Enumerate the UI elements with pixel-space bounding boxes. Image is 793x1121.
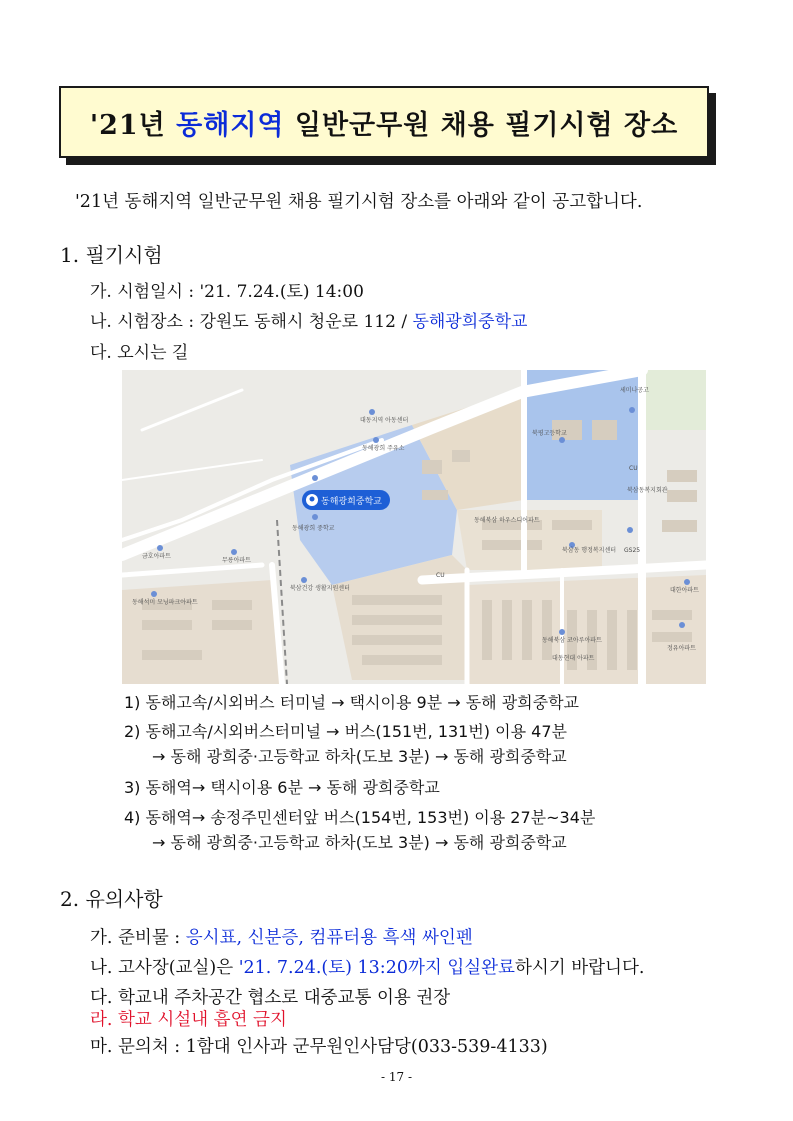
map-label-gs25: GS25 — [624, 547, 641, 554]
exam-place — [90, 307, 527, 332]
school-pin-label: 동해광희중학교 — [321, 497, 382, 507]
notice-item-c: 다. 학교내 주차공간 협소로 대중교통 이용 권장 — [90, 988, 451, 1008]
section1-heading: 1. 필기시험 — [60, 243, 163, 267]
notice-item-a-value: 응시표, 신분증, 컴퓨터용 흑색 싸인펜 — [185, 928, 473, 948]
map-label-cu2: CU — [436, 572, 445, 579]
location-map — [122, 370, 706, 684]
map-label-apartment: 동해북삼 하우스디어파트 — [474, 517, 540, 524]
map-label-gwanghee-school: 동해광희 중학교 — [292, 525, 335, 532]
map-label-bukam: 동해북삼 코아루아파트 — [542, 637, 602, 644]
page-number: - 17 - — [380, 1070, 412, 1084]
map-label-admin: 북삼동 행정복지센터 — [562, 547, 617, 554]
route-2: 2) 동해고속/시외버스터미널 → 버스(151번, 131번) 이용 47분 — [124, 722, 567, 741]
map-label-welfare: 북삼동복지회관 — [627, 487, 668, 494]
map-label-gas: 동해광희 주유소 — [362, 445, 405, 452]
route-2-continued: → 동해 광희중·고등학교 하차(도보 3분) → 동해 광희중학교 — [152, 747, 567, 766]
map-label-health: 북삼건강 생활지원센터 — [290, 585, 350, 592]
title-year: '21년 — [89, 109, 166, 141]
map-label-daehan: 대한아파트 — [670, 587, 699, 594]
notice-item-d: 라. 학교 시설내 흡연 금지 — [90, 1010, 287, 1030]
section2-heading: 2. 유의사항 — [60, 887, 163, 911]
notice-item-b-suffix: 하시기 바랍니다. — [514, 958, 645, 978]
map-label-cu1: CU — [629, 465, 638, 472]
title-rest: 일반군무원 채용 필기시험 장소 — [294, 109, 679, 141]
map-label-seminar: 세미나공고 — [620, 387, 649, 394]
notice-item-b — [90, 954, 644, 979]
map-label-daedong: 대동지역 아동센터 — [360, 417, 409, 424]
route-4-continued: → 동해 광희중·고등학교 하차(도보 3분) → 동해 광희중학교 — [152, 833, 567, 852]
map-label-mona: 동해석미 모닝파크아파트 — [132, 599, 198, 606]
route-1: 1) 동해고속/시외버스 터미널 → 택시이용 9분 → 동해 광희중학교 — [124, 693, 579, 712]
notice-item-b-value: '21. 7.24.(토) 13:20까지 입실완료 — [238, 958, 515, 978]
map-label-bukpyeong-high: 북평고등학교 — [532, 430, 567, 437]
school-pin — [302, 490, 390, 510]
map-label-jeong: 정유아파트 — [667, 645, 696, 652]
map-label-geumho: 금호아파트 — [142, 553, 171, 560]
notice-item-a-label: 가. 준비물 : — [90, 928, 186, 948]
route-3: 3) 동해역→ 택시이용 6분 → 동해 광희중학교 — [124, 778, 440, 797]
green-area — [642, 370, 706, 430]
residential-zone-5 — [122, 580, 282, 684]
directions-heading: 다. 오시는 길 — [90, 343, 189, 363]
exam-place-address: 나. 시험장소 : 강원도 동해시 청운로 112 / — [90, 312, 413, 332]
map-label-mugung: 무릉아파트 — [222, 557, 251, 564]
intro-text: '21년 동해지역 일반군무원 채용 필기시험 장소를 아래와 같이 공고합니다. — [75, 192, 643, 212]
title-region: 동해지역 — [176, 109, 285, 141]
notice-item-e: 마. 문의처 : 1함대 인사과 군무원인사담당(033-539-4133) — [90, 1037, 548, 1057]
exam-date: 가. 시험일시 : '21. 7.24.(토) 14:00 — [90, 282, 364, 302]
map-label-daedong-apt: 대동현대 아파트 — [552, 655, 595, 662]
notice-item-a — [90, 924, 473, 949]
page-title — [59, 86, 709, 158]
exam-place-school: 동해광희중학교 — [412, 312, 528, 332]
notice-item-b-label: 나. 고사장(교실)은 — [90, 958, 239, 978]
route-4: 4) 동해역→ 송정주민센터앞 버스(154번, 153번) 이용 27분~34분 — [124, 808, 596, 827]
